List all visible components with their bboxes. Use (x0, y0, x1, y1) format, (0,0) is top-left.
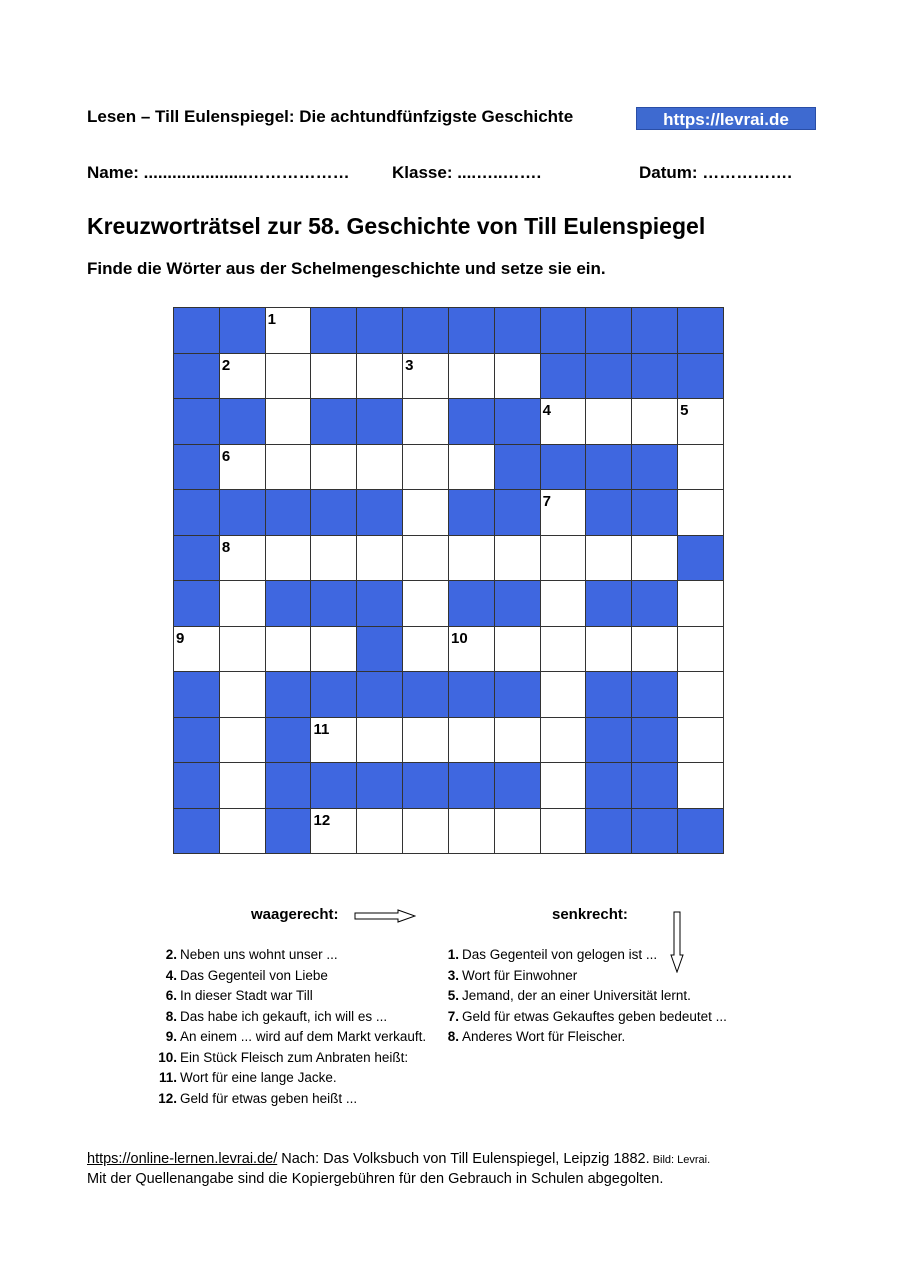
grid-cell-blocked (632, 672, 677, 717)
grid-cell[interactable] (403, 399, 448, 444)
grid-cell[interactable] (678, 718, 723, 763)
clue-number: 2 (221, 356, 231, 374)
grid-cell[interactable] (449, 445, 494, 490)
clue-item-number: 2. (165, 947, 177, 962)
grid-cell-blocked (495, 672, 540, 717)
grid-cell[interactable] (632, 627, 677, 672)
clue-number: 8 (221, 538, 231, 556)
page-title: Kreuzworträtsel zur 58. Geschichte von Till Eulenspiegel (87, 213, 706, 239)
crossword-grid (173, 307, 724, 854)
grid-cell-blocked (311, 581, 356, 626)
grid-cell[interactable] (541, 672, 586, 717)
grid-cell-blocked (586, 490, 631, 535)
grid-cell-blocked (495, 445, 540, 490)
grid-cell[interactable] (357, 809, 402, 854)
grid-cell[interactable] (311, 536, 356, 581)
grid-cell-blocked (449, 581, 494, 626)
across-heading: waagerecht: (251, 906, 339, 923)
grid-cell[interactable] (403, 809, 448, 854)
clue-item-number: 11. (158, 1070, 177, 1085)
grid-cell-blocked (449, 763, 494, 808)
footer-license: Mit der Quellenangabe sind die Kopiergebühren für den Gebrauch in Schulen abgegolten. (87, 1171, 664, 1187)
grid-cell-blocked (220, 399, 265, 444)
grid-cell[interactable] (220, 627, 265, 672)
grid-cell-blocked (449, 490, 494, 535)
grid-cell[interactable] (495, 354, 540, 399)
grid-cell-blocked (311, 308, 356, 353)
grid-cell-blocked (220, 308, 265, 353)
clue-item (437, 947, 657, 962)
grid-cell-blocked (632, 581, 677, 626)
clue-number: 10 (450, 629, 468, 647)
grid-cell-blocked (541, 308, 586, 353)
grid-cell-blocked (174, 718, 219, 763)
grid-cell[interactable] (220, 718, 265, 763)
grid-cell-blocked (403, 672, 448, 717)
grid-cell[interactable] (266, 308, 311, 353)
grid-cell[interactable] (357, 445, 402, 490)
footer-source (87, 1151, 710, 1167)
grid-cell-blocked (586, 308, 631, 353)
grid-cell-blocked (586, 581, 631, 626)
clue-item-text: Geld für etwas Gekauftes geben bedeutet ... (462, 1008, 727, 1024)
grid-cell-blocked (357, 490, 402, 535)
arrow-down-icon (670, 911, 684, 973)
grid-cell-blocked (632, 445, 677, 490)
clue-item-text: Wort für eine lange Jacke. (180, 1070, 337, 1085)
grid-cell-blocked (357, 672, 402, 717)
grid-cell-blocked (357, 308, 402, 353)
grid-cell[interactable] (403, 354, 448, 399)
grid-cell[interactable] (586, 399, 631, 444)
clue-item-text: Anderes Wort für Fleischer. (462, 1029, 626, 1044)
clue-item (437, 968, 577, 983)
grid-cell[interactable] (632, 399, 677, 444)
clue-item-text: Wort für Einwohner (462, 967, 578, 983)
grid-cell[interactable] (311, 718, 356, 763)
clue-item-number: 8. (165, 1008, 177, 1024)
clue-item-text: Neben uns wohnt unser ... (180, 947, 338, 962)
grid-cell[interactable] (586, 536, 631, 581)
grid-cell[interactable] (266, 399, 311, 444)
clue-item-number: 12. (158, 1090, 177, 1106)
grid-cell[interactable] (541, 581, 586, 626)
grid-cell[interactable] (403, 490, 448, 535)
grid-cell[interactable] (495, 536, 540, 581)
grid-cell-blocked (586, 445, 631, 490)
grid-cell-blocked (311, 672, 356, 717)
site-badge[interactable]: https://levrai.de (636, 107, 816, 130)
grid-cell-blocked (541, 354, 586, 399)
clue-number: 4 (542, 402, 551, 419)
clue-number: 6 (221, 447, 231, 465)
grid-cell-blocked (174, 763, 219, 808)
grid-cell-blocked (266, 809, 311, 854)
grid-cell[interactable] (220, 809, 265, 854)
grid-cell-blocked (632, 718, 677, 763)
grid-cell-blocked (174, 672, 219, 717)
grid-cell-blocked (174, 354, 219, 399)
grid-cell-blocked (266, 763, 311, 808)
clue-item-text: In dieser Stadt war Till (180, 988, 313, 1003)
grid-cell[interactable] (403, 718, 448, 763)
grid-cell[interactable] (449, 627, 494, 672)
grid-cell-blocked (266, 718, 311, 763)
grid-cell[interactable] (357, 718, 402, 763)
grid-cell[interactable] (541, 627, 586, 672)
clue-number: 3 (405, 356, 414, 374)
clue-item-number: 4. (165, 967, 177, 983)
grid-cell[interactable] (311, 809, 356, 854)
down-heading: senkrecht: (552, 906, 628, 923)
grid-cell-blocked (586, 672, 631, 717)
grid-cell[interactable] (403, 445, 448, 490)
clue-item-text: Ein Stück Fleisch zum Anbraten heißt: (180, 1049, 409, 1065)
grid-cell[interactable] (541, 490, 586, 535)
grid-cell[interactable] (220, 672, 265, 717)
footer-link[interactable]: https://online-lernen.levrai.de/ (87, 1151, 278, 1167)
grid-cell[interactable] (311, 354, 356, 399)
grid-cell[interactable] (678, 672, 723, 717)
grid-cell[interactable] (449, 354, 494, 399)
grid-cell-blocked (403, 763, 448, 808)
grid-cell[interactable] (678, 581, 723, 626)
grid-cell-blocked (449, 672, 494, 717)
grid-cell[interactable] (495, 627, 540, 672)
grid-cell[interactable] (678, 399, 723, 444)
clue-item-text: Jemand, der an einer Universität lernt. (462, 988, 691, 1003)
grid-cell-blocked (266, 490, 311, 535)
grid-cell[interactable] (541, 399, 586, 444)
grid-cell-blocked (174, 581, 219, 626)
grid-cell-blocked (311, 490, 356, 535)
grid-cell[interactable] (357, 354, 402, 399)
clue-item-number: 10. (158, 1049, 177, 1065)
grid-cell[interactable] (586, 627, 631, 672)
grid-cell-blocked (174, 809, 219, 854)
name-field: Name: ......................……………… (87, 163, 350, 182)
instructions: Finde die Wörter aus der Schelmengeschichte und setze sie ein. (87, 259, 606, 278)
grid-cell-blocked (357, 581, 402, 626)
clue-number: 1 (267, 311, 276, 328)
grid-cell[interactable] (357, 536, 402, 581)
grid-cell[interactable] (403, 536, 448, 581)
clue-item (437, 1029, 625, 1044)
clue-item-text: Geld für etwas geben heißt ... (180, 1090, 358, 1106)
grid-cell-blocked (495, 308, 540, 353)
klasse-field: Klasse: ....…..……. (392, 163, 542, 182)
grid-cell[interactable] (266, 536, 311, 581)
clue-item-text: Das Gegenteil von gelogen ist ... (462, 947, 658, 962)
grid-cell[interactable] (266, 445, 311, 490)
footer-credit: Bild: Levrai. (649, 1154, 711, 1166)
grid-cell-blocked (678, 354, 723, 399)
grid-cell-blocked (266, 581, 311, 626)
grid-cell-blocked (632, 354, 677, 399)
clue-number: 9 (176, 629, 185, 647)
clue-item-number: 9. (165, 1029, 177, 1044)
grid-cell-blocked (220, 490, 265, 535)
clue-item-number: 8. (447, 1029, 459, 1044)
grid-cell[interactable] (403, 627, 448, 672)
grid-cell-blocked (403, 308, 448, 353)
grid-cell-blocked (541, 445, 586, 490)
grid-cell[interactable] (311, 445, 356, 490)
grid-cell[interactable] (174, 627, 219, 672)
grid-cell-blocked (174, 490, 219, 535)
grid-cell-blocked (311, 399, 356, 444)
clue-number: 12 (313, 811, 331, 829)
grid-cell[interactable] (220, 536, 265, 581)
grid-cell[interactable] (311, 627, 356, 672)
grid-cell[interactable] (541, 536, 586, 581)
clue-number: 7 (542, 493, 551, 510)
grid-cell[interactable] (541, 718, 586, 763)
clue-number: 5 (680, 402, 689, 419)
grid-cell-blocked (266, 672, 311, 717)
grid-cell[interactable] (220, 354, 265, 399)
grid-cell-blocked (495, 581, 540, 626)
clue-item-number: 5. (447, 988, 459, 1003)
grid-cell-blocked (357, 399, 402, 444)
grid-cell-blocked (311, 763, 356, 808)
grid-cell[interactable] (541, 763, 586, 808)
grid-cell[interactable] (678, 627, 723, 672)
grid-cell[interactable] (449, 809, 494, 854)
grid-cell-blocked (678, 536, 723, 581)
clue-item (155, 1009, 387, 1024)
grid-cell-blocked (632, 308, 677, 353)
grid-cell-blocked (449, 308, 494, 353)
grid-cell-blocked (357, 627, 402, 672)
clue-item (437, 988, 691, 1003)
grid-cell-blocked (632, 490, 677, 535)
grid-cell-blocked (586, 809, 631, 854)
grid-cell[interactable] (220, 763, 265, 808)
worksheet-header-title: Lesen – Till Eulenspiegel: Die achtundfünfzigste Geschichte (87, 107, 574, 126)
grid-cell-blocked (449, 399, 494, 444)
clue-item (155, 988, 313, 1003)
grid-cell[interactable] (403, 581, 448, 626)
grid-cell-blocked (586, 763, 631, 808)
clue-item-number: 6. (165, 988, 177, 1003)
grid-cell-blocked (678, 308, 723, 353)
grid-cell[interactable] (449, 536, 494, 581)
clue-item-text: An einem ... wird auf dem Markt verkauft. (180, 1029, 427, 1044)
grid-cell-blocked (174, 536, 219, 581)
grid-cell[interactable] (632, 536, 677, 581)
arrow-right-icon (354, 909, 416, 923)
clue-item (155, 968, 328, 983)
clue-item (155, 1070, 337, 1085)
grid-cell[interactable] (495, 809, 540, 854)
grid-cell-blocked (632, 809, 677, 854)
clue-item-text: Das habe ich gekauft, ich will es ... (180, 1008, 388, 1024)
clue-item-text: Das Gegenteil von Liebe (180, 967, 328, 983)
grid-cell[interactable] (220, 581, 265, 626)
grid-cell[interactable] (449, 718, 494, 763)
grid-cell[interactable] (678, 763, 723, 808)
grid-cell-blocked (586, 718, 631, 763)
clue-item (155, 947, 338, 962)
datum-field: Datum: ……………. (639, 163, 792, 182)
clue-item-number: 3. (447, 967, 459, 983)
grid-cell-blocked (357, 763, 402, 808)
grid-cell-blocked (495, 399, 540, 444)
clue-item-number: 1. (447, 947, 459, 962)
grid-cell-blocked (495, 763, 540, 808)
grid-cell-blocked (174, 445, 219, 490)
grid-cell-blocked (678, 809, 723, 854)
grid-cell-blocked (495, 490, 540, 535)
clue-number: 11 (313, 720, 330, 738)
grid-cell[interactable] (541, 809, 586, 854)
grid-cell[interactable] (678, 490, 723, 535)
footer-source-text: Nach: Das Volksbuch von Till Eulenspiegel, Leipzig 1882. (277, 1151, 650, 1167)
grid-cell[interactable] (678, 445, 723, 490)
grid-cell[interactable] (220, 445, 265, 490)
clue-item (437, 1009, 727, 1024)
grid-cell-blocked (174, 308, 219, 353)
clue-item (155, 1091, 357, 1106)
grid-cell-blocked (632, 763, 677, 808)
grid-cell[interactable] (266, 627, 311, 672)
grid-cell[interactable] (495, 718, 540, 763)
clue-item (155, 1029, 426, 1044)
clue-item (155, 1050, 408, 1065)
grid-cell-blocked (174, 399, 219, 444)
grid-cell-blocked (586, 354, 631, 399)
grid-cell[interactable] (266, 354, 311, 399)
clue-item-number: 7. (447, 1008, 459, 1024)
